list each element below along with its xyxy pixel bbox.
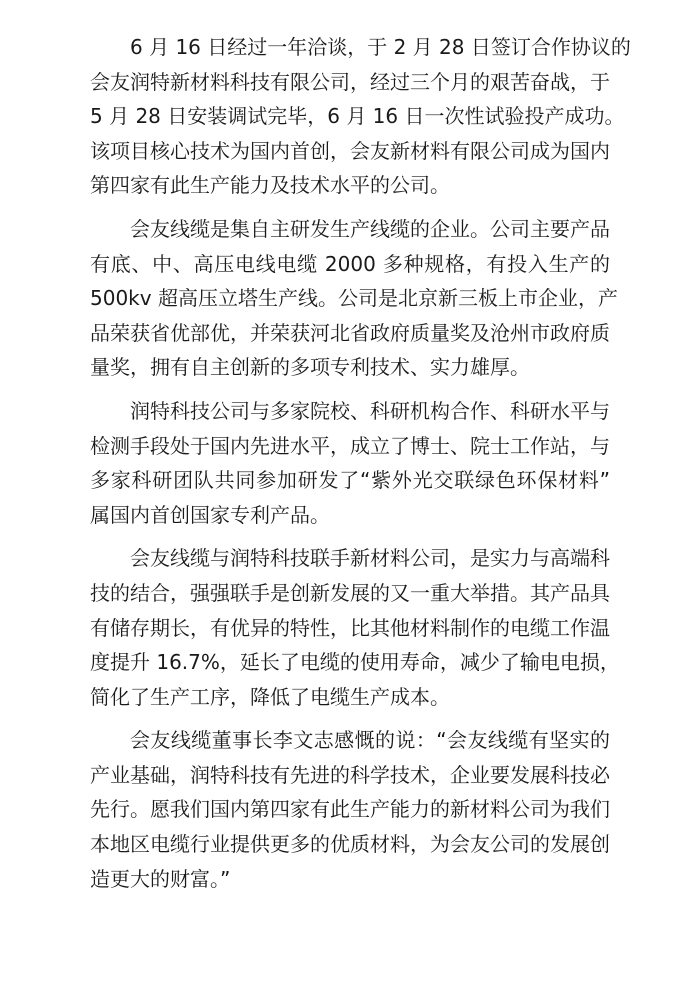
paragraph-line: 属国内首创国家专利产品。 <box>90 502 330 527</box>
paragraph-line: 技的结合，强强联手是创新发展的又一重大举措。其产品具 <box>90 580 610 605</box>
paragraph-line: 该项目核心技术为国内首创，会友新材料有限公司成为国内 <box>90 138 610 163</box>
paragraph-line: 500kv 超高压立塔生产线。公司是北京新三板上市企业，产 <box>90 286 618 311</box>
paragraph-line: 5 月 28 日安装调试完毕，6 月 16 日一次性试验投产成功。 <box>90 104 625 129</box>
paragraph-line: 第四家有此生产能力及技术水平的公司。 <box>90 173 450 198</box>
paragraph-line: 有底、中、高压电线电缆 2000 多种规格，有投入生产的 <box>90 251 610 276</box>
paragraph-4 <box>90 541 620 714</box>
paragraph-line: 6 月 16 日经过一年洽谈，于 2 月 28 日签订合作协议的 <box>130 35 631 59</box>
paragraph-line: 检测手段处于国内先进水平，成立了博士、院士工作站，与 <box>90 433 610 458</box>
paragraph-2 <box>90 212 618 385</box>
paragraph-line: 量奖，拥有自主创新的多项专利技术、实力雄厚。 <box>90 355 530 380</box>
paragraph-line: 会友线缆董事长李文志感慨的说：“会友线缆有坚实的 <box>130 728 610 753</box>
paragraph-line: 度提升 16.7%，延长了电缆的使用寿命，减少了输电电损， <box>90 650 620 675</box>
paragraph-line: 有储存期长，有优异的特性，比其他材料制作的电缆工作温 <box>90 615 610 640</box>
paragraph-3 <box>90 394 610 532</box>
paragraph-line: 会友线缆是集自主研发生产线缆的企业。公司主要产品 <box>130 216 610 241</box>
article-body <box>90 30 631 905</box>
paragraph-1 <box>90 30 631 203</box>
paragraph-line: 本地区电缆行业提供更多的优质材料，为会友公司的发展创 <box>90 832 610 857</box>
paragraph-line: 造更大的财富。” <box>90 866 231 891</box>
paragraph-line: 先行。愿我们国内第四家有此生产能力的新材料公司为我们 <box>90 797 610 822</box>
paragraph-line: 会友线缆与润特科技联手新材料公司，是实力与高端科 <box>130 546 610 571</box>
paragraph-line: 产业基础，润特科技有先进的科学技术，企业要发展科技必 <box>90 762 610 787</box>
paragraph-line: 简化了生产工序，降低了电缆生产成本。 <box>90 684 450 709</box>
paragraph-line: 润特科技公司与多家院校、科研机构合作、科研水平与 <box>130 398 610 423</box>
paragraph-line: 会友润特新材料科技有限公司，经过三个月的艰苦奋战，于 <box>90 69 610 94</box>
paragraph-5 <box>90 723 610 896</box>
paragraph-line: 品荣获省优部优，并荣获河北省政府质量奖及沧州市政府质 <box>90 320 610 345</box>
paragraph-line: 多家科研团队共同参加研发了“紫外光交联绿色环保材料” <box>90 468 610 493</box>
